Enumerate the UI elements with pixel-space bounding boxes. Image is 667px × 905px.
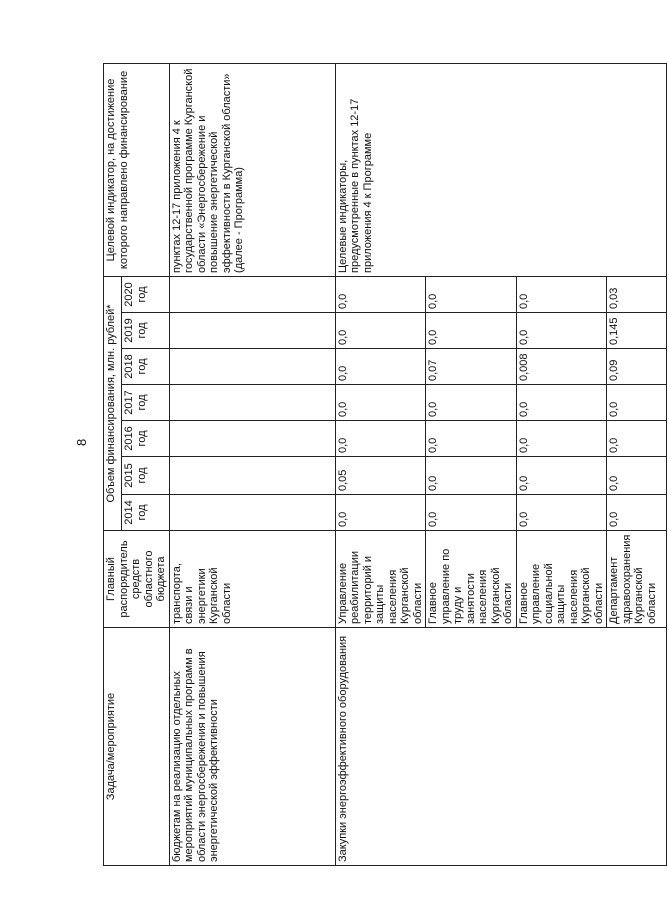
value-cell xyxy=(169,349,335,385)
value-cell xyxy=(169,313,335,349)
header-year-2016: 2016 год xyxy=(122,421,169,457)
header-year-2014: 2014 год xyxy=(122,495,169,531)
manager-cell: Главное управление по труду и занятости населения Курганской области xyxy=(426,531,517,628)
value-cell: 0,0 xyxy=(607,457,667,495)
value-cell: 0,0 xyxy=(516,495,607,531)
task-cell: бюджетам на реализацию отдельных мероприятий муниципальных программ в области энергосбережения и повышения энергетической эффективности xyxy=(169,628,335,866)
indicator-cell: пунктах 12-17 приложения 4 к государственной программе Курганской области «Энергосбережение и повышение энергетической эффективности в Курганской области» (далее - Программа) xyxy=(169,63,335,276)
value-cell xyxy=(169,385,335,421)
value-cell: 0,0 xyxy=(426,495,517,531)
value-cell: 0,07 xyxy=(426,349,517,385)
manager-cell: транспорта, связи и энергетики Курганской области xyxy=(169,531,335,628)
table-row xyxy=(335,63,426,865)
value-cell: 0,0 xyxy=(426,385,517,421)
header-funding: Объем финансирования, млн. рублей* xyxy=(104,276,122,530)
header-row-1 xyxy=(104,63,122,865)
value-cell: 0,145 xyxy=(607,313,667,349)
value-cell: 0,0 xyxy=(426,313,517,349)
value-cell: 0,0 xyxy=(516,313,607,349)
value-cell: 0,0 xyxy=(516,421,607,457)
value-cell: 0,0 xyxy=(335,495,426,531)
indicator-cell: Целевые индикаторы, предусмотренные в пунктах 12-17 приложения 4 к Программе xyxy=(335,63,667,276)
value-cell: 0,0 xyxy=(335,349,426,385)
value-cell: 0,05 xyxy=(335,457,426,495)
header-year-2017: 2017 год xyxy=(122,385,169,421)
header-year-2019: 2019 год xyxy=(122,313,169,349)
value-cell: 0,0 xyxy=(607,385,667,421)
funding-table xyxy=(103,63,667,866)
page-number: 8 xyxy=(74,438,89,446)
manager-cell: Департамент здравоохранения Курганской области xyxy=(607,531,667,628)
value-cell: 0,0 xyxy=(516,385,607,421)
value-cell: 0,008 xyxy=(516,349,607,385)
rotated-table-container xyxy=(103,64,658,866)
task-cell: Закупки энергоэффективного оборудования xyxy=(335,628,667,866)
value-cell xyxy=(169,457,335,495)
manager-cell: Главное управление социальной защиты населения Курганской области xyxy=(516,531,607,628)
value-cell: 0,09 xyxy=(607,349,667,385)
value-cell: 0,0 xyxy=(607,495,667,531)
header-year-2020: 2020 год xyxy=(122,276,169,312)
header-year-2018: 2018 год xyxy=(122,349,169,385)
manager-cell: Управление реабилитации территорий и защиты населения Курганской области xyxy=(335,531,426,628)
header-task: Задача/мероприятие xyxy=(104,628,170,866)
table-row xyxy=(169,63,335,865)
header-manager: Главный распорядитель средств областного бюджета xyxy=(104,531,170,628)
value-cell: 0,0 xyxy=(335,313,426,349)
value-cell: 0,0 xyxy=(335,276,426,312)
header-indicator: Целевой индикатор, на достижение которого направлено финансирование xyxy=(104,63,170,276)
value-cell: 0,0 xyxy=(335,385,426,421)
value-cell: 0,0 xyxy=(516,457,607,495)
value-cell: 0,0 xyxy=(426,457,517,495)
value-cell: 0,0 xyxy=(426,276,517,312)
value-cell xyxy=(169,276,335,312)
value-cell: 0,0 xyxy=(426,421,517,457)
header-year-2015: 2015 год xyxy=(122,457,169,495)
value-cell: 0,0 xyxy=(516,276,607,312)
value-cell: 0,03 xyxy=(607,276,667,312)
value-cell: 0,0 xyxy=(335,421,426,457)
value-cell xyxy=(169,495,335,531)
value-cell: 0,0 xyxy=(607,421,667,457)
value-cell xyxy=(169,421,335,457)
